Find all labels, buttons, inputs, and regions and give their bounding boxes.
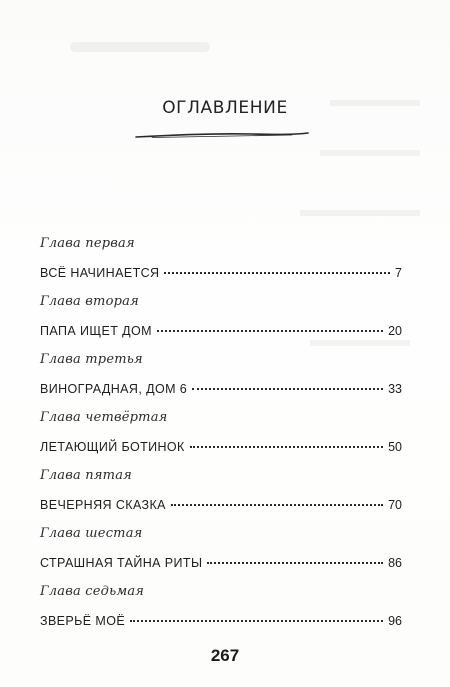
dot-leader bbox=[207, 562, 383, 564]
toc-entry[interactable] bbox=[40, 526, 402, 584]
chapter-title: ВИНОГРАДНАЯ, ДОМ 6 bbox=[40, 382, 188, 396]
chapter-title: ВЕЧЕРНЯЯ СКАЗКА bbox=[40, 498, 166, 512]
toc-entry[interactable] bbox=[40, 584, 402, 642]
chapter-title: ПАПА ИЩЕТ ДОМ bbox=[40, 324, 152, 338]
chapter-label: Глава пятая bbox=[40, 468, 132, 483]
toc-entry[interactable] bbox=[40, 294, 402, 352]
chapter-page-number: 86 bbox=[388, 556, 402, 570]
page-number-folio: 267 bbox=[210, 646, 240, 665]
dot-leader bbox=[157, 330, 383, 332]
chapter-page-number: 50 bbox=[388, 440, 402, 454]
dot-leader bbox=[130, 620, 383, 622]
chapter-row bbox=[40, 440, 402, 454]
heading-swash-ornament bbox=[132, 124, 312, 144]
toc-entry[interactable] bbox=[40, 468, 402, 526]
chapter-title: СТРАШНАЯ ТАЙНА РИТЫ bbox=[40, 556, 203, 570]
chapter-label: Глава третья bbox=[40, 352, 143, 367]
toc-entry[interactable] bbox=[40, 410, 402, 468]
chapter-label: Глава первая bbox=[40, 236, 135, 251]
chapter-label: Глава шестая bbox=[40, 526, 143, 541]
show-through-smudge bbox=[70, 42, 210, 52]
chapter-label: Глава вторая bbox=[40, 294, 139, 309]
chapter-row bbox=[40, 382, 402, 396]
chapter-label: Глава четвёртая bbox=[40, 410, 168, 425]
show-through-smudge bbox=[300, 210, 420, 216]
chapter-label: Глава седьмая bbox=[40, 584, 145, 599]
toc-heading: ОГЛАВЛЕНИЕ bbox=[162, 98, 288, 118]
chapter-page-number: 70 bbox=[388, 498, 402, 512]
toc-entry[interactable] bbox=[40, 352, 402, 410]
chapter-row bbox=[40, 556, 402, 570]
dot-leader bbox=[171, 504, 383, 506]
chapter-title: ЗВЕРЬЁ МОЁ bbox=[40, 614, 126, 628]
chapter-page-number: 7 bbox=[395, 266, 402, 280]
chapter-row bbox=[40, 498, 402, 512]
table-of-contents bbox=[40, 236, 402, 642]
chapter-page-number: 33 bbox=[388, 382, 402, 396]
chapter-page-number: 20 bbox=[388, 324, 402, 338]
chapter-row bbox=[40, 266, 402, 280]
dot-leader bbox=[164, 272, 390, 274]
dot-leader bbox=[190, 446, 383, 448]
toc-entry[interactable] bbox=[40, 236, 402, 294]
toc-heading-wrap bbox=[0, 98, 450, 118]
show-through-smudge bbox=[320, 150, 420, 156]
chapter-row bbox=[40, 614, 402, 628]
chapter-page-number: 96 bbox=[388, 614, 402, 628]
chapter-row bbox=[40, 324, 402, 338]
chapter-title: ВСЁ НАЧИНАЕТСЯ bbox=[40, 266, 160, 280]
dot-leader bbox=[192, 388, 383, 390]
chapter-title: ЛЕТАЮЩИЙ БОТИНОК bbox=[40, 440, 185, 454]
